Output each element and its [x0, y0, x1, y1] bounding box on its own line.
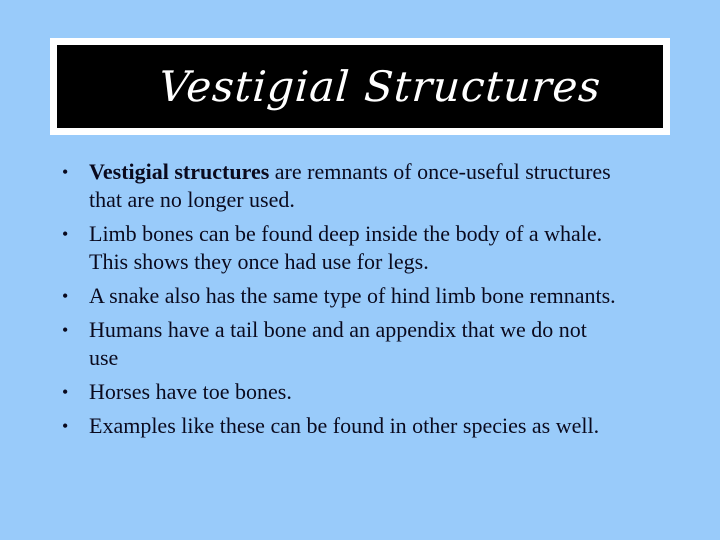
bullet-list: [62, 158, 678, 446]
bullet-text: [89, 412, 678, 440]
bullet-item: [62, 412, 678, 440]
bullet-text: [89, 282, 678, 310]
bullet-line: Humans have a tail bone and an appendix that we do not: [89, 317, 587, 342]
bullet-text: [89, 378, 678, 406]
bullet-marker: •: [62, 416, 69, 436]
bullet-line: Limb bones can be found deep inside the body of a whale.: [89, 221, 603, 246]
bullet-line: A snake also has the same type of hind limb bone remnants.: [89, 283, 616, 308]
bullet-text: [89, 158, 678, 214]
bullet-line: Horses have toe bones.: [89, 379, 292, 404]
slide-title: Vestigial Structures: [157, 62, 603, 111]
bullet-marker: •: [62, 224, 69, 244]
bullet-marker: •: [62, 162, 69, 182]
bullet-line: use: [89, 345, 119, 370]
bullet-marker: •: [62, 382, 69, 402]
bullet-line: Examples like these can be found in other species as well.: [89, 413, 600, 438]
bullet-marker: •: [62, 320, 69, 340]
bullet-text: [89, 316, 678, 372]
bullet-item: [62, 316, 678, 372]
bullet-item: [62, 158, 678, 214]
bullet-text: [89, 220, 678, 276]
bullet-line: Vestigial structures are remnants of once-useful structures: [89, 159, 611, 184]
bullet-line: This shows they once had use for legs.: [89, 249, 429, 274]
bullet-marker: •: [62, 286, 69, 306]
bullet-line: that are no longer used.: [89, 187, 295, 212]
title-box: [50, 38, 670, 135]
bullet-item: [62, 220, 678, 276]
bullet-item: [62, 282, 678, 310]
bullet-item: [62, 378, 678, 406]
